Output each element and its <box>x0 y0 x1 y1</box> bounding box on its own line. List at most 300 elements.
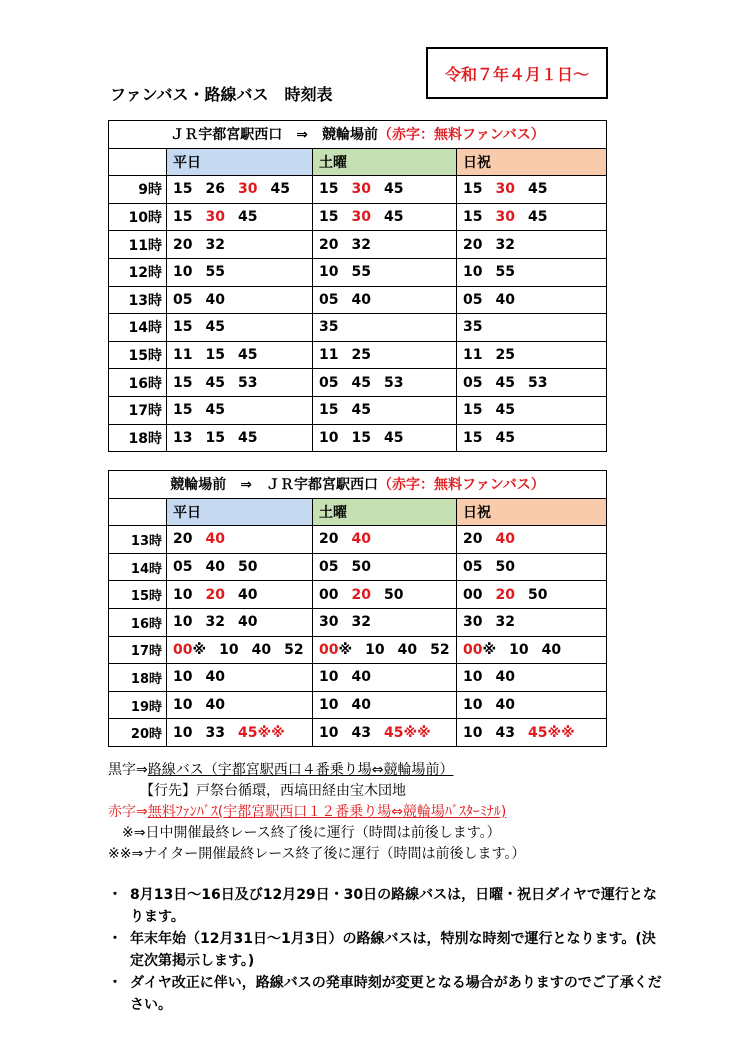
departure-minute: 50 <box>237 559 258 576</box>
departure-minute: 00 <box>319 586 339 603</box>
departure-time <box>495 264 514 280</box>
effective-date-box <box>426 47 608 99</box>
times-weekday <box>167 203 313 231</box>
departure-time <box>351 181 370 197</box>
departure-minute: 15 <box>319 402 339 419</box>
departure-time <box>398 642 417 658</box>
departure-minute: 25 <box>495 347 515 364</box>
departure-minute: 25 <box>351 347 371 364</box>
departure-minute: 45 <box>383 181 404 198</box>
departure-time <box>495 587 514 603</box>
header-holiday: 日祝 <box>457 498 607 526</box>
hour-label: 18時 <box>109 664 167 692</box>
departure-minute: 40 <box>495 291 515 308</box>
times-weekday <box>167 636 313 664</box>
times-holiday <box>457 581 607 609</box>
departure-minute: 50 <box>383 586 404 603</box>
times-holiday <box>457 286 607 314</box>
hour-row <box>109 664 607 692</box>
departure-minute: 15 <box>463 181 483 198</box>
legend-mark2: ※※⇒ナイター開催最終レース終了後に運行（時間は前後します。） <box>108 846 526 862</box>
departure-minute: 45 <box>527 209 548 226</box>
times-weekday <box>167 231 313 259</box>
times-holiday <box>457 396 607 424</box>
departure-minute: 45 <box>351 374 371 391</box>
legend-black-prefix: 黒字⇒ <box>108 762 148 778</box>
times-saturday <box>313 203 457 231</box>
departure-time <box>238 430 257 446</box>
departure-minute: 05 <box>319 559 339 576</box>
departure-time <box>173 402 192 418</box>
departure-time <box>319 264 338 280</box>
departure-time <box>384 375 403 391</box>
departure-minute: 20 <box>205 586 225 603</box>
departure-time <box>463 669 482 685</box>
departure-time <box>463 375 482 391</box>
departure-minute: 05 <box>319 291 339 308</box>
departure-time <box>495 209 514 225</box>
hour-label: 19時 <box>109 691 167 719</box>
departure-minute: 00 <box>463 586 483 603</box>
notice-text: ダイヤ改正に伴い，路線バスの発車時刻が変更となる場合がありますのでご了承ください。 <box>130 975 662 1013</box>
times-saturday <box>313 608 457 636</box>
departure-time <box>463 264 482 280</box>
route-title-note: （赤字：無料ファンバス） <box>378 127 545 144</box>
departure-time <box>528 181 547 197</box>
departure-time <box>173 237 192 253</box>
departure-time <box>463 725 482 741</box>
departure-minute: 45 <box>527 181 548 198</box>
departure-minute: 10 <box>219 641 239 658</box>
departure-time <box>495 430 514 446</box>
times-holiday <box>457 608 607 636</box>
departure-minute: 32 <box>495 236 515 253</box>
times-saturday <box>313 314 457 342</box>
departure-minute: 10 <box>319 724 339 741</box>
times-holiday <box>457 636 607 664</box>
departure-time <box>463 531 482 547</box>
times-holiday <box>457 341 607 369</box>
departure-time <box>351 347 370 363</box>
departure-minute: 50 <box>351 559 371 576</box>
day-header-row <box>109 498 607 526</box>
departure-minute: 35 <box>463 319 483 336</box>
departure-time <box>319 209 338 225</box>
departure-minute: 15 <box>319 181 339 198</box>
departure-minute: 40 <box>205 559 225 576</box>
departure-time <box>495 725 514 741</box>
departure-time <box>542 642 561 658</box>
departure-time <box>284 642 303 658</box>
times-weekday <box>167 286 313 314</box>
hour-row <box>109 608 607 636</box>
times-weekday <box>167 691 313 719</box>
route-title-note: （赤字：無料ファンバス） <box>378 477 545 494</box>
departure-minute: 53 <box>237 374 258 391</box>
departure-minute: 40 <box>351 291 371 308</box>
header-weekday: 平日 <box>167 148 313 176</box>
departure-minute: 43 <box>351 724 371 741</box>
departure-time <box>205 209 224 225</box>
departure-time <box>238 587 257 603</box>
departure-minute: 40 <box>495 697 515 714</box>
departure-time <box>351 237 370 253</box>
departure-time <box>463 697 482 713</box>
times-saturday <box>313 691 457 719</box>
departure-minute: 11 <box>463 347 483 364</box>
departure-time <box>319 614 338 630</box>
departure-minute: 40 <box>205 669 225 686</box>
times-holiday <box>457 258 607 286</box>
departure-minute: 30 <box>351 181 371 198</box>
departure-time <box>238 725 285 741</box>
departure-minute: 30 <box>495 209 515 226</box>
route-header-row <box>109 121 607 149</box>
departure-time <box>351 430 370 446</box>
departure-time <box>238 347 257 363</box>
departure-time <box>495 669 514 685</box>
departure-time <box>205 559 224 575</box>
times-holiday <box>457 314 607 342</box>
departure-minute: 10 <box>319 264 339 281</box>
departure-time <box>528 209 547 225</box>
departure-minute: 05 <box>463 291 483 308</box>
notice-item <box>108 972 668 1016</box>
departure-time <box>319 319 338 335</box>
departure-minute: 53 <box>383 374 404 391</box>
departure-time <box>351 264 370 280</box>
departure-time <box>205 402 224 418</box>
departure-minute: 30 <box>495 181 515 198</box>
legend-notes <box>108 760 668 865</box>
departure-minute: 15 <box>173 402 193 419</box>
hour-label: 14時 <box>109 314 167 342</box>
times-saturday <box>313 636 457 664</box>
departure-minute: 40 <box>205 697 225 714</box>
departure-time <box>238 559 257 575</box>
departure-minute: 15 <box>463 402 483 419</box>
departure-time <box>205 614 224 630</box>
hour-row <box>109 176 607 204</box>
departure-time <box>351 209 370 225</box>
day-header-row <box>109 148 607 176</box>
departure-minute: 10 <box>463 724 483 741</box>
departure-time <box>319 725 338 741</box>
departure-mark: ※※ <box>403 724 431 741</box>
departure-minute: 45 <box>270 181 290 198</box>
hour-row <box>109 314 607 342</box>
departure-minute: 15 <box>173 209 193 226</box>
departure-time <box>173 614 192 630</box>
legend-red <box>108 802 668 823</box>
departure-time <box>495 697 514 713</box>
departure-time <box>319 375 338 391</box>
route-title <box>109 471 607 499</box>
legend-mark1: ※⇒日中開催最終レース終了後に運行（時間は前後します。） <box>122 825 501 841</box>
hour-row <box>109 369 607 397</box>
departure-minute: 45 <box>383 429 404 446</box>
times-weekday <box>167 424 313 452</box>
departure-time <box>205 669 224 685</box>
departure-minute: 30 <box>351 209 371 226</box>
departure-time <box>173 669 192 685</box>
departure-time <box>205 237 224 253</box>
header-weekday: 平日 <box>167 498 313 526</box>
departure-time <box>463 181 482 197</box>
departure-time <box>430 642 449 658</box>
departure-time <box>319 402 338 418</box>
bullet-mark: ・ <box>108 975 122 991</box>
bullet-mark: ・ <box>108 887 122 903</box>
departure-time <box>384 587 403 603</box>
departure-minute: 11 <box>319 347 339 364</box>
hour-row <box>109 424 607 452</box>
header-saturday: 土曜 <box>313 148 457 176</box>
departure-minute: 10 <box>463 697 483 714</box>
legend-red-text: 無料ﾌｧﾝﾊﾞｽ(宇都宮駅西口１２番乗り場⇔競輪場ﾊﾞｽﾀｰﾐﾅﾙ) <box>147 804 507 820</box>
times-weekday <box>167 664 313 692</box>
departure-minute: 10 <box>463 669 483 686</box>
departure-minute: 43 <box>495 724 515 741</box>
page-title: ファンバス・路線バス 時刻表 <box>110 85 333 104</box>
route-title <box>109 121 607 149</box>
departure-minute: 40 <box>351 697 371 714</box>
departure-minute: 40 <box>205 531 225 548</box>
departure-time <box>319 697 338 713</box>
times-holiday <box>457 691 607 719</box>
times-weekday <box>167 553 313 581</box>
departure-minute: 05 <box>173 291 193 308</box>
departure-minute: 55 <box>205 264 225 281</box>
departure-time <box>319 531 338 547</box>
departure-time <box>205 347 224 363</box>
departure-minute: 45 <box>205 319 225 336</box>
departure-time <box>173 209 192 225</box>
legend-black <box>108 760 668 781</box>
departure-time <box>463 402 482 418</box>
departure-time <box>495 181 514 197</box>
times-saturday <box>313 424 457 452</box>
departure-minute: 45 <box>205 402 225 419</box>
departure-time <box>351 402 370 418</box>
times-saturday <box>313 396 457 424</box>
departure-minute: 30 <box>319 614 339 631</box>
departure-minute: 32 <box>205 236 225 253</box>
departure-time <box>463 292 482 308</box>
departure-time <box>384 725 431 741</box>
hour-row <box>109 526 607 554</box>
times-holiday <box>457 231 607 259</box>
hour-row <box>109 636 607 664</box>
departure-time <box>173 292 192 308</box>
departure-minute: 30 <box>237 181 258 198</box>
departure-time <box>351 587 370 603</box>
departure-minute: 20 <box>173 531 193 548</box>
times-saturday <box>313 341 457 369</box>
departure-time <box>463 430 482 446</box>
timetable-outbound <box>108 120 607 452</box>
hour-label: 15時 <box>109 341 167 369</box>
departure-minute: 10 <box>319 429 339 446</box>
departure-minute: 32 <box>351 614 371 631</box>
times-weekday <box>167 526 313 554</box>
departure-time <box>351 697 370 713</box>
times-holiday <box>457 526 607 554</box>
notice-item <box>108 928 668 972</box>
departure-time <box>319 181 338 197</box>
hour-label: 13時 <box>109 286 167 314</box>
hour-row <box>109 691 607 719</box>
times-saturday <box>313 526 457 554</box>
departure-time <box>384 181 403 197</box>
departure-time <box>173 531 192 547</box>
hour-row <box>109 719 607 747</box>
departure-minute: 50 <box>527 586 548 603</box>
departure-time <box>463 559 482 575</box>
departure-minute: 45 <box>237 209 258 226</box>
departure-minute: 10 <box>173 614 193 631</box>
hour-label: 10時 <box>109 203 167 231</box>
departure-time <box>173 319 192 335</box>
hour-label: 14時 <box>109 553 167 581</box>
departure-time <box>173 587 192 603</box>
departure-minute: 15 <box>173 181 193 198</box>
departure-minute: 45 <box>383 209 404 226</box>
times-weekday <box>167 341 313 369</box>
departure-minute: 20 <box>463 236 483 253</box>
times-weekday <box>167 314 313 342</box>
departure-time <box>173 697 192 713</box>
effective-date: 令和７年４月１日～ <box>444 64 589 84</box>
notice-list <box>108 884 668 1016</box>
departure-minute: 40 <box>237 586 258 603</box>
departure-time <box>463 614 482 630</box>
departure-minute: 45 <box>237 347 258 364</box>
times-holiday <box>457 424 607 452</box>
hour-row <box>109 286 607 314</box>
departure-time <box>351 292 370 308</box>
hour-row <box>109 553 607 581</box>
departure-time <box>351 669 370 685</box>
departure-time <box>205 725 224 741</box>
departure-time <box>351 725 370 741</box>
departure-mark: ※ <box>192 641 207 658</box>
departure-time <box>173 430 192 446</box>
timetable-return <box>108 470 607 747</box>
legend-destination: 【行先】戸祭台循環，西塙田経由宝木団地 <box>140 783 406 799</box>
times-holiday <box>457 719 607 747</box>
times-holiday <box>457 553 607 581</box>
departure-time <box>173 375 192 391</box>
departure-time <box>319 430 338 446</box>
hour-label: 13時 <box>109 526 167 554</box>
times-saturday <box>313 664 457 692</box>
departure-minute: 10 <box>365 641 385 658</box>
departure-time <box>319 587 338 603</box>
departure-minute: 45 <box>237 429 258 446</box>
departure-minute: 52 <box>284 641 304 658</box>
times-saturday <box>313 231 457 259</box>
times-weekday <box>167 608 313 636</box>
departure-minute: 20 <box>463 531 483 548</box>
departure-minute: 45 <box>383 724 404 741</box>
departure-minute: 05 <box>173 559 193 576</box>
departure-minute: 26 <box>205 181 225 198</box>
times-saturday <box>313 553 457 581</box>
departure-minute: 10 <box>509 641 529 658</box>
departure-time <box>463 209 482 225</box>
departure-time <box>238 181 257 197</box>
departure-time <box>528 725 575 741</box>
departure-time <box>205 697 224 713</box>
departure-minute: 32 <box>205 614 225 631</box>
departure-time <box>384 430 403 446</box>
departure-time <box>463 587 482 603</box>
departure-time <box>238 375 257 391</box>
departure-minute: 00 <box>173 641 193 658</box>
route-header-row <box>109 471 607 499</box>
departure-time <box>463 347 482 363</box>
times-weekday <box>167 176 313 204</box>
times-saturday <box>313 719 457 747</box>
route-title-main: 競輪場前 ⇒ ＪＲ宇都宮駅西口 <box>170 477 379 494</box>
hour-row <box>109 341 607 369</box>
departure-time <box>205 587 224 603</box>
departure-time <box>270 181 289 197</box>
times-weekday <box>167 396 313 424</box>
notice-text: 年末年始（12月31日～1月3日）の路線バスは，特別な時刻で運行となります。(決定次第掲示します。) <box>130 931 656 969</box>
departure-time <box>351 375 370 391</box>
departure-time <box>365 642 384 658</box>
departure-minute: 45 <box>205 374 225 391</box>
departure-time <box>351 531 370 547</box>
times-saturday <box>313 369 457 397</box>
hour-label: 9時 <box>109 176 167 204</box>
departure-minute: 00 <box>319 641 339 658</box>
departure-minute: 20 <box>351 586 371 603</box>
departure-time <box>205 319 224 335</box>
departure-mark: ※※ <box>257 724 285 741</box>
departure-minute: 10 <box>173 724 193 741</box>
legend-red-prefix: 赤字⇒ <box>108 804 148 820</box>
departure-time <box>319 559 338 575</box>
departure-time <box>463 319 482 335</box>
departure-minute: 40 <box>237 614 258 631</box>
departure-minute: 10 <box>463 264 483 281</box>
departure-minute: 10 <box>173 586 193 603</box>
departure-minute: 20 <box>495 586 515 603</box>
departure-minute: 20 <box>319 236 339 253</box>
times-weekday <box>167 719 313 747</box>
departure-minute: 45 <box>351 402 371 419</box>
hour-row <box>109 231 607 259</box>
route-title-main: ＪＲ宇都宮駅西口 ⇒ 競輪場前 <box>170 127 379 144</box>
departure-minute: 40 <box>351 669 371 686</box>
departure-minute: 45 <box>495 429 515 446</box>
departure-time <box>509 642 528 658</box>
departure-time <box>463 237 482 253</box>
departure-mark: ※※ <box>547 724 575 741</box>
times-weekday <box>167 369 313 397</box>
departure-time <box>495 531 514 547</box>
times-holiday <box>457 369 607 397</box>
hour-label: 16時 <box>109 369 167 397</box>
departure-minute: 32 <box>351 236 371 253</box>
departure-minute: 45 <box>527 724 548 741</box>
hour-label: 17時 <box>109 396 167 424</box>
departure-time <box>495 559 514 575</box>
departure-minute: 40 <box>205 291 225 308</box>
